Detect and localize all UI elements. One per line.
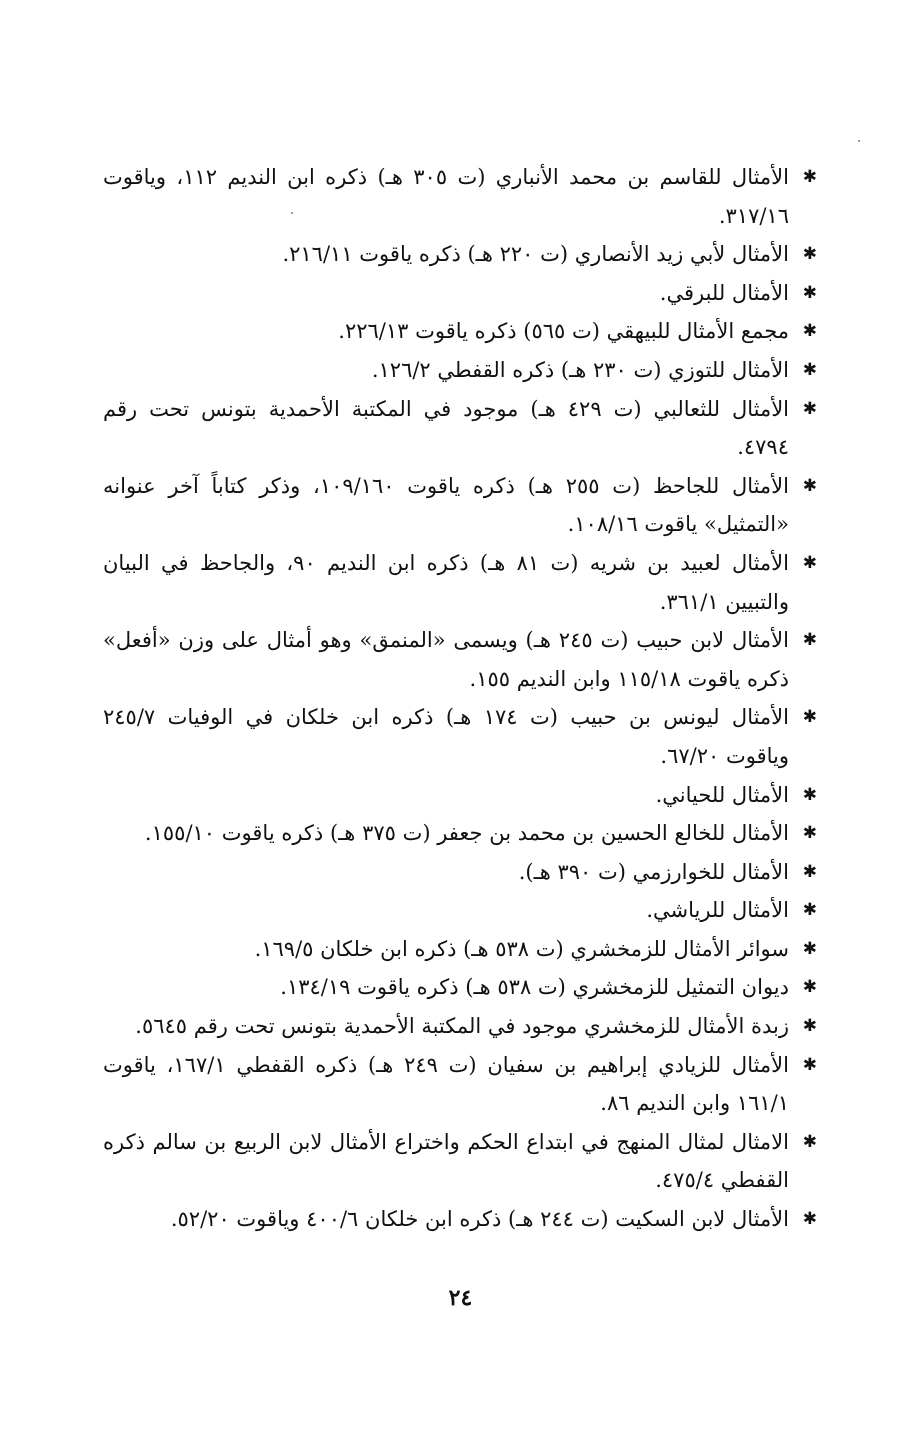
bibliography-entry bbox=[103, 853, 817, 892]
entry-text: الأمثال للثعالبي (ت ٤٢٩ هـ) موجود في المكتبة الأحمدية بتونس تحت رقم ٤٧٩٤. bbox=[103, 396, 789, 460]
entry-text: الأمثال للقاسم بن محمد الأنباري (ت ٣٠٥ هـ) ذكره ابن النديم ١١٢، وياقوت ٣١٧/١٦. bbox=[103, 165, 789, 228]
bibliography-entry bbox=[103, 467, 817, 544]
asterisk-bullet-icon: ✱ bbox=[802, 1131, 817, 1152]
bibliography-entry bbox=[103, 968, 817, 1007]
asterisk-bullet-icon: ✱ bbox=[802, 552, 817, 573]
bibliography-entry bbox=[103, 235, 817, 274]
entry-text: الأمثال للزيادي إبراهيم بن سفيان (ت ٢٤٩ هـ) ذكره القفطي ١٦٧/١، ياقوت ١٦١/١ وابن النديم ٨٦. bbox=[103, 1052, 789, 1116]
asterisk-bullet-icon: ✱ bbox=[802, 938, 817, 959]
bibliography-entry bbox=[103, 351, 817, 390]
asterisk-bullet-icon: ✱ bbox=[802, 707, 817, 728]
asterisk-bullet-icon: ✱ bbox=[802, 244, 817, 265]
entry-text: الأمثال لأبي زيد الأنصاري (ت ٢٢٠ هـ) ذكره ياقوت ٢١٦/١١. bbox=[282, 242, 789, 267]
bibliography-entry bbox=[103, 1046, 817, 1123]
entry-text: ديوان التمثيل للزمخشري (ت ٥٣٨ هـ) ذكره ياقوت ١٣٤/١٩. bbox=[280, 975, 789, 1000]
bibliography-entry bbox=[103, 1123, 817, 1200]
entry-text: الأمثال لعبيد بن شريه (ت ٨١ هـ) ذكره ابن النديم ٩٠، والجاحظ في البيان والتبيين ٣٦١/١. bbox=[103, 550, 789, 614]
bibliography-entry bbox=[103, 1200, 817, 1239]
bibliography-entry bbox=[103, 621, 817, 698]
bibliography-entry bbox=[103, 312, 817, 351]
entry-text: الأمثال للرياشي. bbox=[646, 898, 789, 923]
entry-text: الأمثال للتوزي (ت ٢٣٠ هـ) ذكره القفطي ١٢٦/٢. bbox=[371, 357, 789, 382]
asterisk-bullet-icon: ✱ bbox=[802, 900, 817, 921]
entry-text: زبدة الأمثال للزمخشري موجود في المكتبة الأحمدية بتونس تحت رقم ٥٦٤٥. bbox=[135, 1014, 789, 1039]
asterisk-bullet-icon: ✱ bbox=[802, 398, 817, 419]
asterisk-bullet-icon: ✱ bbox=[802, 1209, 817, 1230]
asterisk-bullet-icon: ✱ bbox=[802, 282, 817, 303]
entry-text: الأمثال لابن السكيت (ت ٢٤٤ هـ) ذكره ابن خلكان ٤٠٠/٦ وياقوت ٥٢/٢٠. bbox=[170, 1207, 789, 1232]
asterisk-bullet-icon: ✱ bbox=[802, 1054, 817, 1075]
bibliography-entry bbox=[103, 698, 817, 775]
bibliography-entry bbox=[103, 390, 817, 467]
asterisk-bullet-icon: ✱ bbox=[802, 167, 817, 187]
entry-text: الأمثال للحياني. bbox=[655, 782, 789, 807]
page-number: ٢٤ bbox=[448, 1285, 473, 1311]
entry-text: الأمثال للخالع الحسين بن محمد بن جعفر (ت ٣٧٥ هـ) ذكره ياقوت ١٥٥/١٠. bbox=[144, 821, 789, 846]
asterisk-bullet-icon: ✱ bbox=[802, 1016, 817, 1037]
asterisk-bullet-icon: ✱ bbox=[802, 359, 817, 380]
entry-text: الأمثال لابن حبيب (ت ٢٤٥ هـ) ويسمى «المنمق» وهو أمثال على وزن «أفعل» ذكره ياقوت ١١٥/١٨ وابن النديم ١٥٥. bbox=[103, 628, 789, 691]
bibliography-entry bbox=[103, 1007, 817, 1046]
entry-text: الامثال لمثال المنهج في ابتداع الحكم واختراع الأمثال لابن الربيع بن سالم ذكره القفطي ٤٧٥/٤. bbox=[103, 1129, 789, 1193]
asterisk-bullet-icon: ✱ bbox=[802, 977, 817, 998]
entry-text: سوائر الأمثال للزمخشري (ت ٥٣٨ هـ) ذكره ابن خلكان ١٦٩/٥. bbox=[254, 936, 789, 961]
asterisk-bullet-icon: ✱ bbox=[802, 475, 817, 496]
entry-text: الأمثال للبرقي. bbox=[659, 280, 789, 305]
entry-text: الأمثال للجاحظ (ت ٢٥٥ هـ) ذكره ياقوت ١٠٩/١٦٠، وذكر كتاباً آخر عنوانه «التمثيل» ياقوت ١٠٨/١٦. bbox=[103, 473, 789, 537]
bibliography-entry bbox=[103, 930, 817, 969]
asterisk-bullet-icon: ✱ bbox=[802, 321, 817, 342]
entry-text: مجمع الأمثال للبيهقي (ت ٥٦٥) ذكره ياقوت ٢٢٦/١٣. bbox=[338, 319, 789, 344]
asterisk-bullet-icon: ✱ bbox=[802, 823, 817, 844]
bibliography-entry bbox=[103, 158, 817, 235]
entry-text: الأمثال للخوارزمي (ت ٣٩٠ هـ). bbox=[518, 859, 789, 884]
asterisk-bullet-icon: ✱ bbox=[802, 784, 817, 805]
bibliography-list bbox=[103, 158, 817, 1239]
bibliography-entry bbox=[103, 274, 817, 313]
entry-text: الأمثال ليونس بن حبيب (ت ١٧٤ هـ) ذكره ابن خلكان في الوفيات ٢٤٥/٧ وياقوت ٦٧/٢٠. bbox=[103, 705, 789, 768]
bibliography-entry bbox=[103, 544, 817, 621]
bibliography-entry bbox=[103, 891, 817, 930]
bibliography-entry bbox=[103, 776, 817, 815]
asterisk-bullet-icon: ✱ bbox=[802, 861, 817, 882]
scan-speck bbox=[858, 140, 860, 142]
bibliography-entry bbox=[103, 814, 817, 853]
asterisk-bullet-icon: ✱ bbox=[802, 630, 817, 651]
